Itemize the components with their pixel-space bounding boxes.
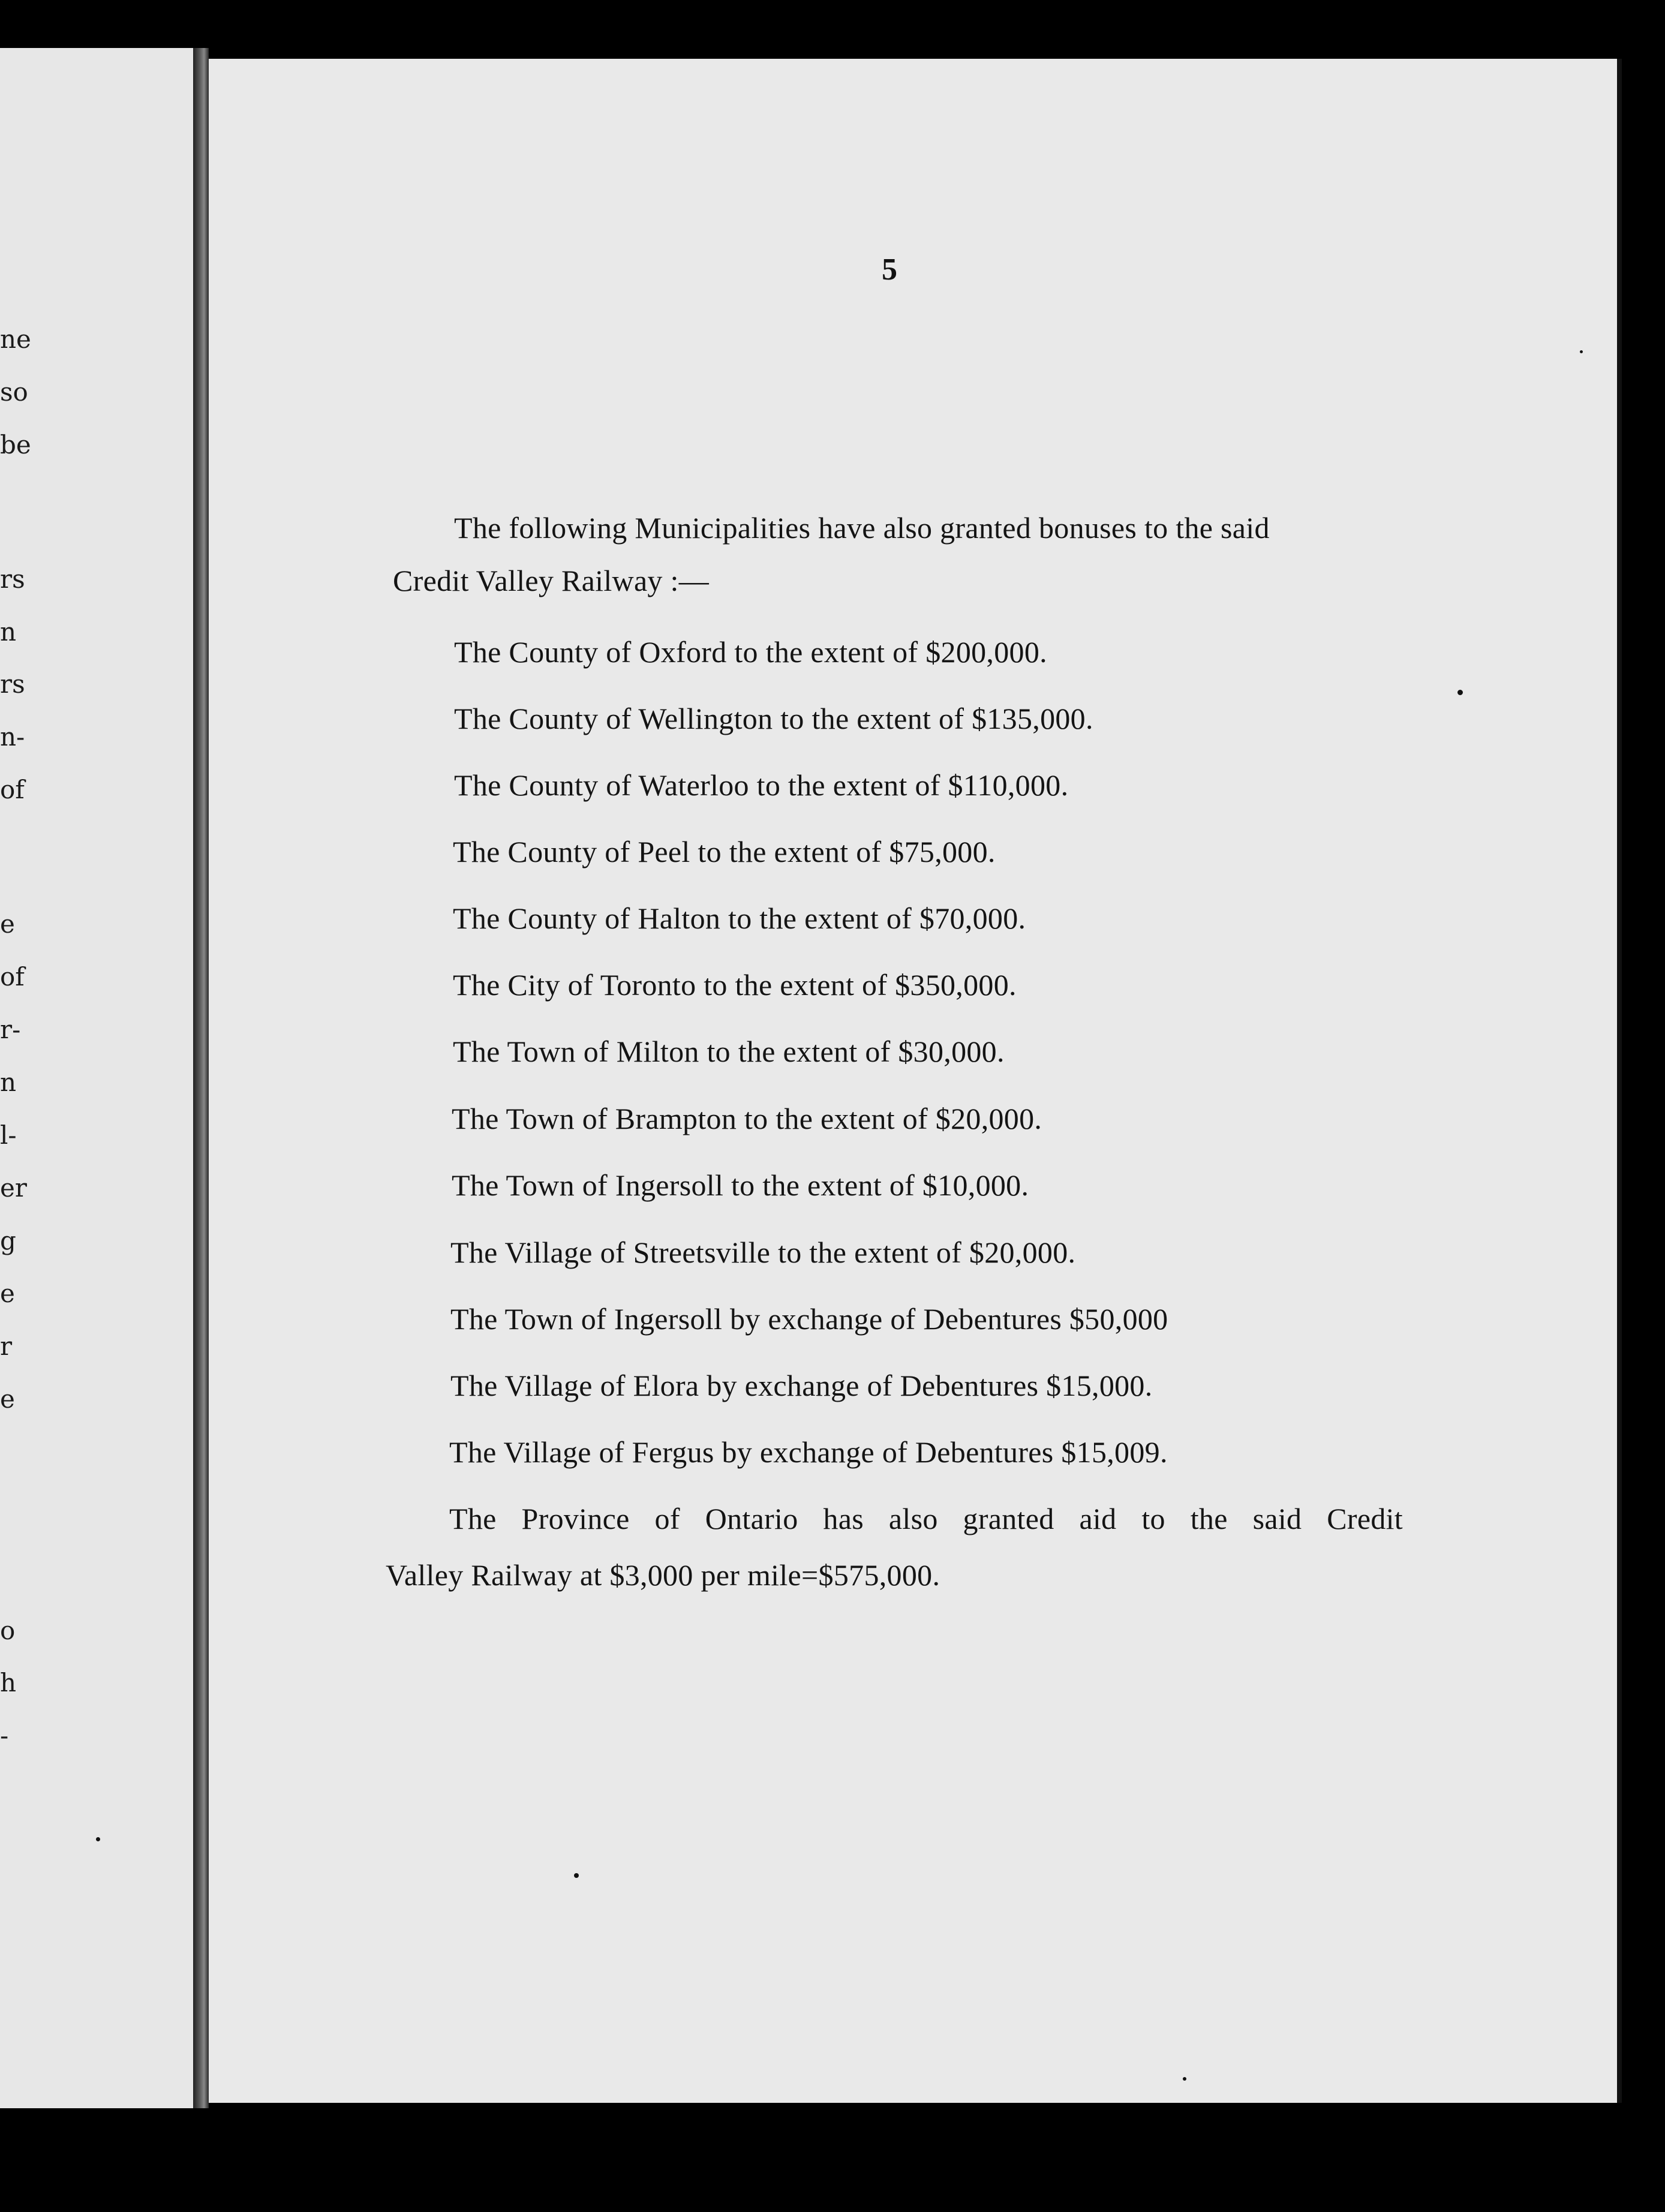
grant-item: The Village of Elora by exchange of Debentures $15,000. (450, 1369, 1153, 1402)
grant-item: The County of Waterloo to the extent of $110,000. (454, 768, 1069, 802)
current-page (209, 59, 1617, 2103)
fragment: of (0, 962, 25, 991)
grant-item: The Town of Brampton to the extent of $20,000. (452, 1102, 1042, 1135)
fragment: e (0, 1384, 15, 1414)
fragment: rs (0, 564, 25, 594)
closing-line-1: The Province of Ontario has also granted aid to the said Credit (449, 1502, 1403, 1535)
fragment: l- (0, 1120, 17, 1150)
grant-item: The Village of Fergus by exchange of Debentures $15,009. (449, 1435, 1168, 1469)
fragment: n (0, 1068, 17, 1097)
intro-line-2: Credit Valley Railway :— (393, 564, 710, 597)
closing-line-2: Valley Railway at $3,000 per mile=$575,000. (386, 1558, 940, 1592)
intro-line-1: The following Municipalities have also granted bonuses to the said (454, 511, 1270, 545)
fragment: of (0, 775, 25, 804)
fragment: o (0, 1616, 16, 1645)
fragment: r (0, 1332, 13, 1361)
fragment: n- (0, 722, 25, 752)
fragment: r- (0, 1015, 21, 1044)
grant-item: The Village of Streetsville to the extent of $20,000. (450, 1236, 1076, 1269)
fragment: e (0, 1279, 15, 1308)
grant-item: The County of Halton to the extent of $70,000. (453, 901, 1026, 935)
fragment: so (0, 377, 28, 407)
grant-item: The Town of Ingersoll to the extent of $10,000. (452, 1168, 1029, 1202)
fragment: n (0, 617, 17, 647)
fragment: er (0, 1173, 27, 1203)
grant-item: The Town of Milton to the extent of $30,000. (453, 1035, 1005, 1068)
scan-speck (574, 1873, 579, 1878)
fragment: - (0, 1721, 9, 1750)
fragment: be (0, 430, 31, 459)
fragment: g (0, 1226, 16, 1255)
grant-item: The County of Wellington to the extent of $135,000. (454, 702, 1093, 735)
grant-item: The City of Toronto to the extent of $350,000. (453, 968, 1017, 1002)
fragment: h (0, 1668, 17, 1697)
scan-speck (1183, 2077, 1186, 2081)
fragment: e (0, 909, 15, 939)
book-gutter (193, 48, 209, 2108)
scan-speck (1580, 350, 1583, 353)
previous-page (0, 48, 193, 2108)
grant-item: The Town of Ingersoll by exchange of Debentures $50,000 (450, 1302, 1168, 1336)
fragment: rs (0, 669, 25, 699)
fragment: ne (0, 324, 31, 354)
scan-speck (96, 1837, 100, 1841)
grant-item: The County of Peel to the extent of $75,000. (453, 835, 996, 868)
grant-item: The County of Oxford to the extent of $200,000. (454, 635, 1047, 669)
scan-speck (1457, 690, 1463, 695)
page-number: 5 (882, 253, 897, 287)
page-edge (1617, 59, 1622, 2103)
